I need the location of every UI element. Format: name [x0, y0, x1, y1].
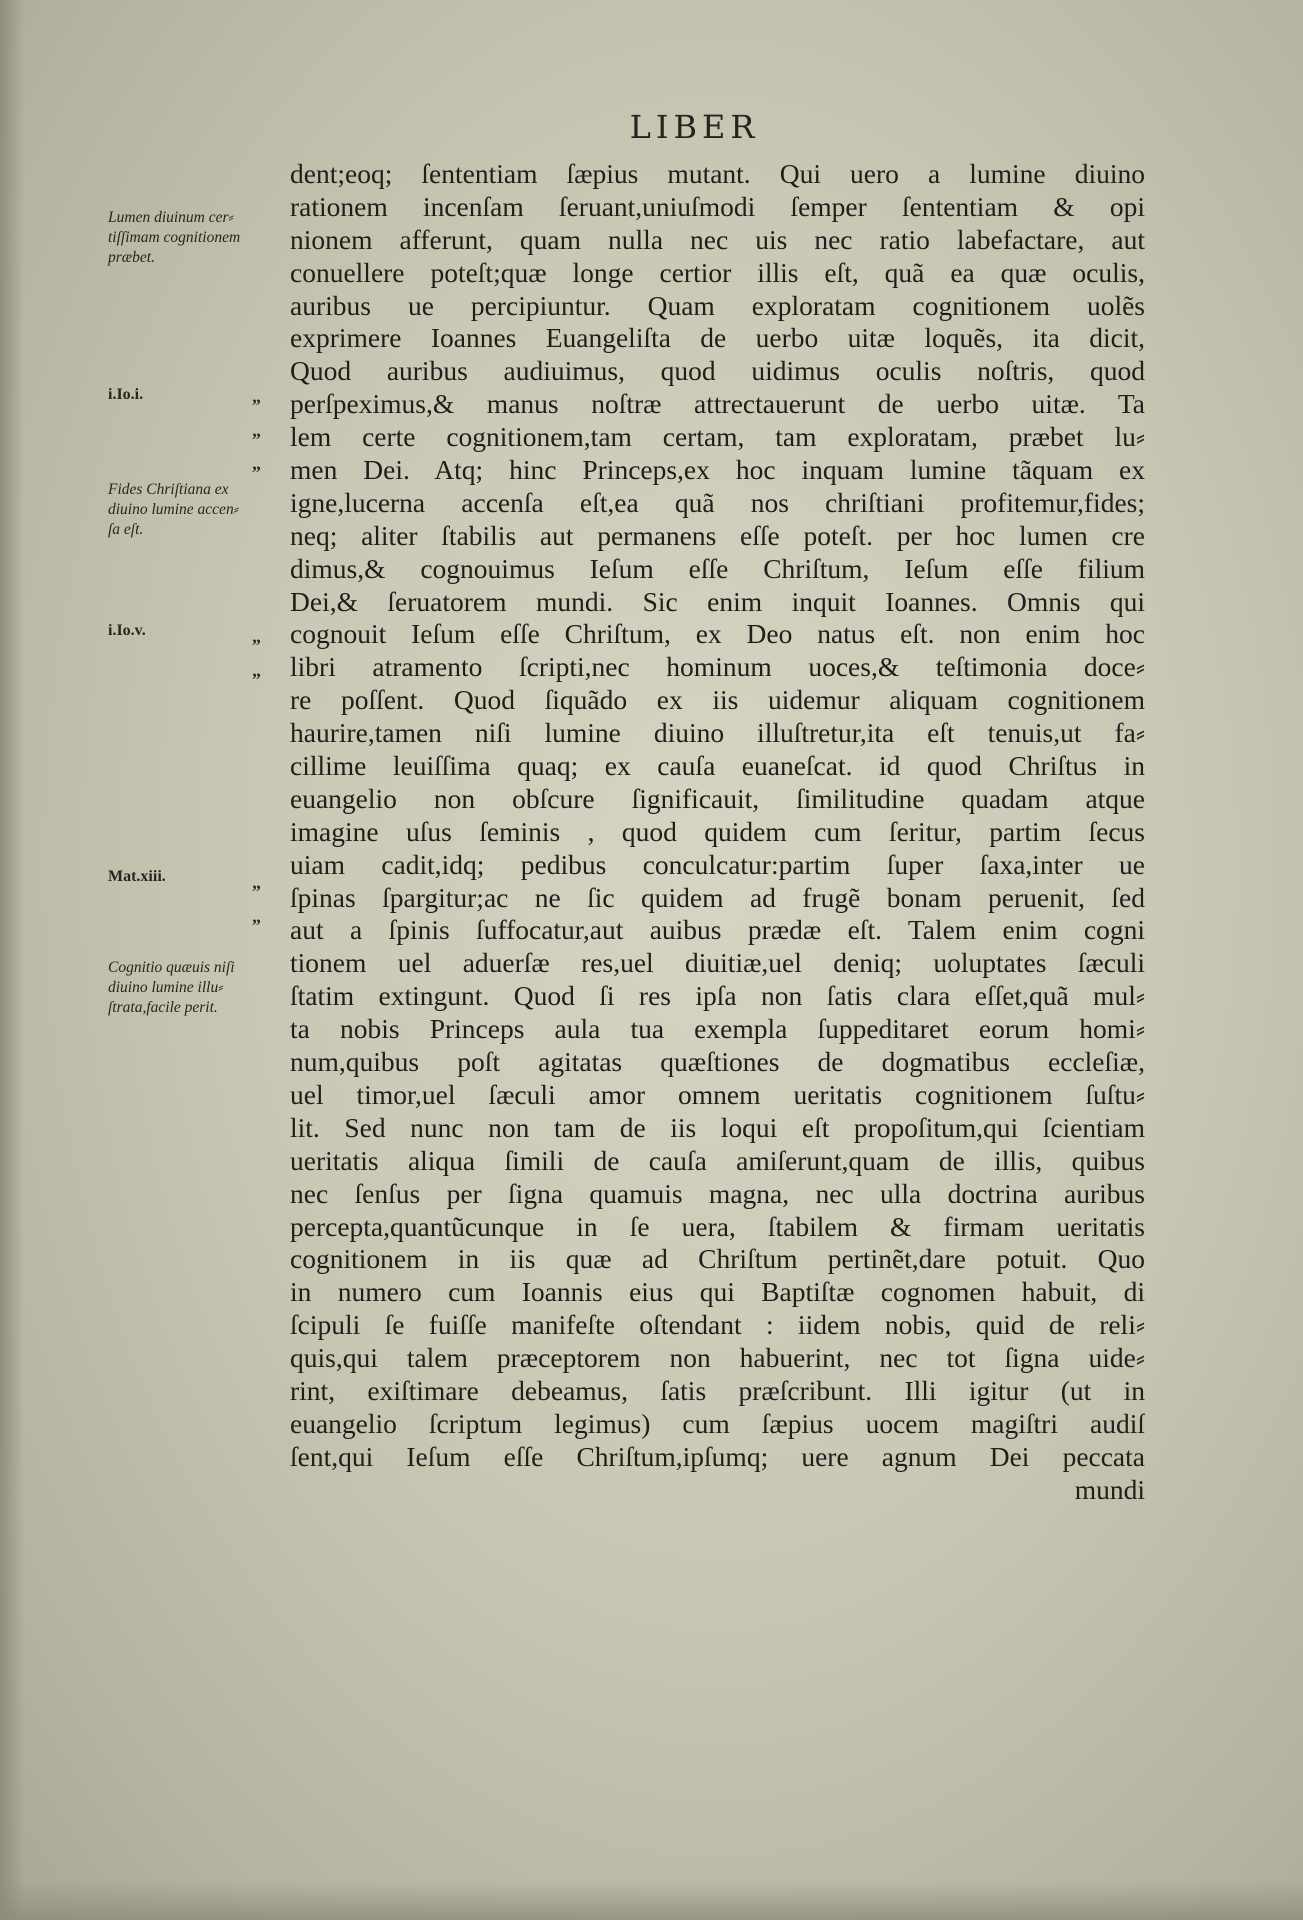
scripture-reference: i.Io.i. [108, 386, 144, 403]
text-line: exprimere Ioannes Euangeliſta de uerbo uitæ loquẽs, ita dicit, [290, 322, 1145, 354]
scripture-reference: Mat.xiii. [108, 868, 166, 885]
text-line: ta nobis Princeps aula tua exempla ſuppeditaret eorum homi⸗ [290, 1013, 1145, 1045]
text-line: re poſſent. Quod ſiquãdo ex iis uidemur aliquam cognitionem [290, 684, 1145, 716]
text-line: num,quibus poſt agitatas quæſtiones de dogmatibus eccleſiæ, [290, 1046, 1145, 1078]
margin-note-line: diuino lumine accen⸗ [108, 501, 239, 518]
quote-mark: „ [252, 453, 261, 473]
text-line: aut a ſpinis ſuffocatur,aut auibus prædæ eſt. Talem enim cogni [290, 914, 1145, 946]
text-line: cognitionem in iis quæ ad Chriſtum pertinẽt,dare potuit. Quo [290, 1243, 1145, 1275]
text-line: euangelio non obſcure ſignificauit, ſimilitudine quadam atque [290, 782, 1145, 814]
margin-note-line: præbet. [108, 249, 155, 266]
running-title: LIBER [629, 108, 760, 146]
text-line: in numero cum Ioannis eius qui Baptiſtæ cognomen habuit, di [290, 1276, 1145, 1308]
margin-note-line: Cognitio quæuis niſi [108, 959, 235, 976]
margin-note-line: diuino lumine illu⸗ [108, 979, 224, 996]
quote-mark: „ [252, 906, 261, 926]
margin-note-line: Fides Chriſtiana ex [108, 481, 229, 498]
text-line: neq; aliter ſtabilis aut permanens eſſe poteſt. per hoc lumen cre [290, 519, 1145, 551]
quote-mark: „ [252, 626, 261, 646]
main-text-block [290, 158, 1145, 1507]
margin-note-line: Lumen diuinum cer⸗ [108, 209, 234, 226]
text-line: lem certe cognitionem,tam certam, tam exploratam, præbet lu⸗ [290, 421, 1145, 453]
margin-note [108, 958, 278, 1018]
text-line: dent;eoq; ſententiam ſæpius mutant. Qui uero a lumine diuino [290, 158, 1145, 189]
margin-note [108, 480, 278, 540]
text-line: haurire,tamen niſi lumine diuino illuſtretur,ita eſt tenuis,ut fa⸗ [290, 717, 1145, 749]
text-line: imagine uſus ſeminis , quod quidem cum ſeritur, partim ſecus [290, 815, 1145, 847]
text-line: dimus,& cognouimus Ieſum eſſe Chriſtum, Ieſum eſſe filium [290, 552, 1145, 584]
text-line: uiam cadit,idq; pedibus conculcatur:partim ſuper ſaxa,inter ue [290, 848, 1145, 880]
text-line: men Dei. Atq; hinc Princeps,ex hoc inquam lumine tãquam ex [290, 454, 1145, 486]
text-line: tionem uel aduerſæ res,uel diuitiæ,uel deniq; uoluptates ſæculi [290, 947, 1145, 979]
margin-note-line: ſa eſt. [108, 521, 144, 538]
text-line: nec ſenſus per ſigna quamuis magna, nec ulla doctrina auribus [290, 1177, 1145, 1209]
text-line: quis,qui talem præceptorem non habuerint, nec tot ſigna uide⸗ [290, 1342, 1145, 1374]
text-line: ſent,qui Ieſum eſſe Chriſtum,ipſumq; uere agnum Dei peccata [290, 1440, 1145, 1472]
page-edge-shadow [0, 0, 24, 1920]
text-line: libri atramento ſcripti,nec hominum uoces,& teſtimonia doce⸗ [290, 651, 1145, 683]
text-line: cognouit Ieſum eſſe Chriſtum, ex Deo natus eſt. non enim hoc [290, 618, 1145, 650]
margin-note-line: ſtrata,facile perit. [108, 999, 218, 1016]
text-line: auribus ue percipiuntur. Quam exploratam cognitionem uolẽs [290, 289, 1145, 321]
text-line: ueritatis aliqua ſimili de cauſa amiſerunt,quam de illis, quibus [290, 1144, 1145, 1176]
quote-mark: „ [252, 660, 261, 680]
margin-note-line: tiſſimam cognitionem [108, 229, 241, 246]
text-line: conuellere poteſt;quæ longe certior illis eſt, quã ea quæ oculis, [290, 256, 1145, 288]
text-line: cillime leuiſſima quaq; ex cauſa euaneſcat. id quod Chriſtus in [290, 750, 1145, 782]
text-line: lit. Sed nunc non tam de iis loqui eſt propoſitum,qui ſcientiam [290, 1111, 1145, 1143]
text-line: perſpeximus,& manus noſtræ attrectauerunt de uerbo uitæ. Ta [290, 388, 1145, 420]
text-line: percepta,quantũcunque in ſe uera, ſtabilem & firmam ueritatis [290, 1210, 1145, 1242]
text-line: ſcipuli ſe fuiſſe manifeſte oſtendant : iidem nobis, quid de reli⸗ [290, 1309, 1145, 1341]
text-line: ſtatim extingunt. Quod ſi res ipſa non ſatis clara eſſet,quã mul⸗ [290, 980, 1145, 1012]
quote-mark: „ [252, 386, 261, 406]
quote-mark: „ [252, 872, 261, 892]
margin-note [108, 208, 278, 268]
scripture-reference: i.Io.v. [108, 622, 146, 639]
text-line: igne,lucerna accenſa eſt,ea quã nos chriſtiani profitemur,fides; [290, 486, 1145, 518]
page-bottom-shadow [0, 1880, 1303, 1920]
text-line: ſpinas ſpargitur;ac ne ſic quidem ad frugẽ bonam peruenit, ſed [290, 881, 1145, 913]
text-line: rationem incenſam ſeruant,uniuſmodi ſemper ſententiam & opi [290, 190, 1145, 222]
text-line: mundi [1074, 1473, 1145, 1505]
text-line: uel timor,uel ſæculi amor omnem ueritatis cognitionem ſuſtu⸗ [290, 1078, 1145, 1110]
text-line: rint, exiſtimare debeamus, ſatis præſcribunt. Illi igitur (ut in [290, 1374, 1145, 1406]
text-line: Dei,& ſeruatorem mundi. Sic enim inquit Ioannes. Omnis qui [290, 585, 1145, 617]
text-line: euangelio ſcriptum legimus) cum ſæpius uocem magiſtri audiſ [290, 1407, 1145, 1439]
running-header [0, 108, 1303, 146]
text-line: nionem afferunt, quam nulla nec uis nec ratio labefactare, aut [290, 223, 1145, 255]
quote-mark: „ [252, 420, 261, 440]
text-line: Quod auribus audiuimus, quod uidimus oculis noſtris, quod [290, 355, 1145, 387]
